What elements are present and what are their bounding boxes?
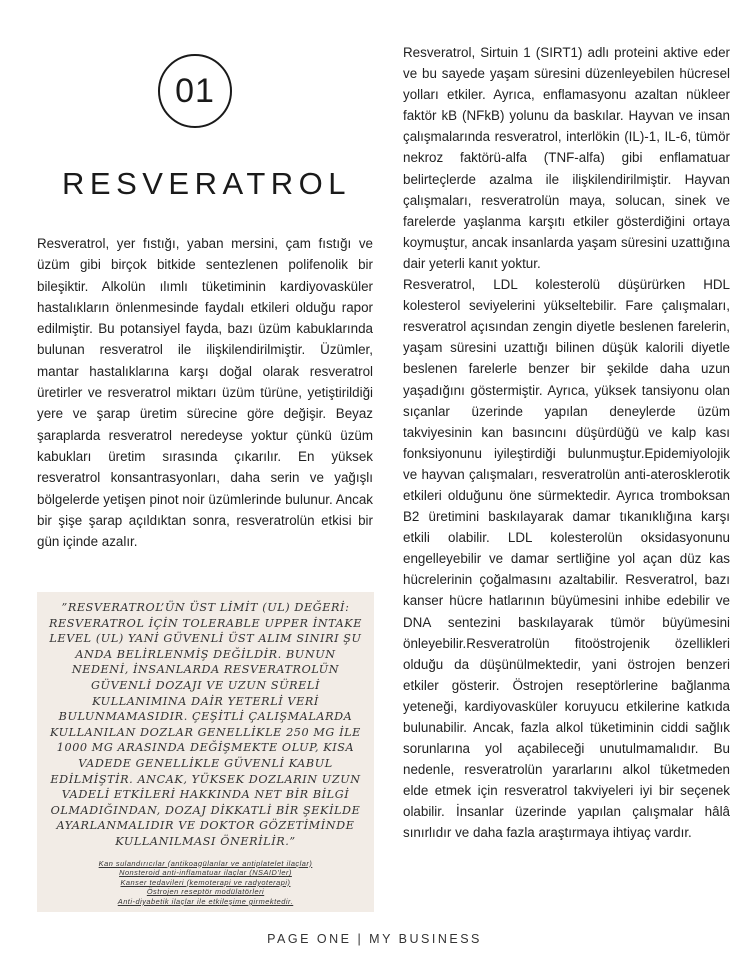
page-footer: PAGE ONE | MY BUSINESS [267,932,482,946]
quote-text: ”RESVERATROL’ÜN ÜST LİMİT (UL) DEĞERİ: RESVERATROL İÇİN TOLERABLE UPPER İNTAKE LEVEL (UL) YANİ GÜVENLİ ÜST ALIM SINIRI ŞU ANDA BELİRLENMİŞ DEĞİLDİR. BUNUN NEDENİ, İNSANLARDA RESVERATROLÜN GÜVENLİ DOZAJI VE UZUN SÜRELİ KULLANIMINA DAİR YETERLİ VERİ BULUNMAMASIDIR. ÇEŞİTLİ ÇALIŞMALARDA KULLANILAN DOZLAR GENELLİKLE 250 MG İLE 1000 MG ARASINDA DEĞİŞMEKTE OLUP, KISA VADEDE GENELLİKLE GÜVENLİ KABUL EDİLMİŞTİR. ANCAK, YÜKSEK DOZLARIN UZUN VADELİ ETKİLERİ HAKKINDA NET BİR BİLGİ OLMADIĞINDAN, DOZAJ DİKKATLİ BİR ŞEKİLDE AYARLANMALIDIR VE DOKTOR GÖZETİMİNDE KULLANILMASI ÖNERİLİR.” [49,601,362,848]
page-title: RESVERATROL [62,166,352,201]
sirt1-paragraph: Resveratrol, Sirtuin 1 (SIRT1) adlı proteini aktive eder ve bu sayede yaşam süresini düzenleyebilen hücresel yolları etkiler. Ayrıca, enflamasyonu azaltan nükleer faktör kB (NFkB) yolunu da baskılar. Hayvan ve insan çalışmalarında resveratrol, interlökin (IL)-1, IL-6, tümör nekroz faktörü-alfa (TNF-alfa) gibi enflamatuar belirteçlerde azalma ile ilişkilendirilmiştir. Hayvan çalışmaları, resveratrolün maya, solucan, sinek ve farelerde yaşlanma karşıtı etkiler gösterdiğini ortaya koymuştur, ancak insanlarda yaşam süresini uzattığına dair yeterli kanıt yoktur. [403,45,730,271]
quote-box [37,592,374,912]
interaction-item: Anti-diyabetik ilaçlar ile etkileşime girmektedir. [117,896,294,906]
interaction-item: Nonsteroid anti-inflamatuar ilaçlar (NSAID'ler) [119,868,292,878]
interaction-list [47,859,364,907]
cholesterol-paragraph: Resveratrol, LDL kolesterolü düşürürken HDL kolesterol seviyelerini yükseltebilir. Fare çalışmaları, resveratrol açısından zengin diyetle beslenen farelerin, yaşam süresini uzattığı bilinen düşük kalorili diyetle beslenen farelerle benzer bir şekilde daha uzun yaşadığını göstermiştir. Ayrıca, yüksek tansiyonu olan sıçanlar üzerinde yapılan deneylerde üzüm takviyesinin kan basıncını düşürdüğü ve kalp kası fonksiyonunu iyileştirdiği bulunmuştur.Epidemiyolojik ve hayvan çalışmaları, resveratrolün anti-aterosklerotik etkileri olduğunu öne sürmektedir. Ayrıca tromboksan B2 üretimini baskılayarak damar tıkanıklığına karşı etkili olabilir. LDL kolesterolün oksidasyonunu engelleyebilir ve damar sertliğine yol açan düz kas hücrelerinin çoğalmasını azaltabilir. Resveratrol, bazı kanser hücre hatlarının büyümesini inhibe edebilir ve DNA sentezini baskılayarak tümör büyümesini önleyebilir.Resveratrolün fitoöstrojenik özellikleri olduğu da düşünülmektedir, yani östrojen benzeri etkiler gösterir. Östrojen reseptörlerine bağlanma yeteneği, kardiyovasküler koruyucu etkilerine katkıda bulunabilir. Ancak, fazla alkol tüketiminin ciddi sağlık sorunlarına yol açabileceği unutulmamalıdır. Bu nedenle, resveratrolün yararlarını alkol tüketmeden elde etmek için resveratrol takviyeleri iyi bir seçenek olabilir. İnsanlar üzerinde yapılan çalışmalar hâlâ sınırlıdır ve daha fazla araştırmaya ihtiyaç vardır. [403,277,730,841]
left-column-text [37,233,373,552]
interaction-item: Östrojen reseptör modülatörleri [146,887,265,897]
interaction-item: Kan sulandırıcılar (antikoagülanlar ve antiplatelet ilaçlar) [98,858,313,868]
interaction-item: Kanser tedavileri (kemoterapi ve radyoterapi) [120,877,291,887]
intro-paragraph: Resveratrol, yer fıstığı, yaban mersini, çam fıstığı ve üzüm gibi birçok bitkide sentezlenen polifenolik bir bileşiktir. Alkolün ılımlı tüketiminin kardiyovasküler hastalıkların önlenmesinde faydalı etkileri olduğu rapor edilmiştir. Bu potansiyel fayda, bazı üzüm kabuklarında bulunan resveratrol ile ilişkilendirilmiştir. Üzümler, mantar hastalıklarına karşı doğal olarak resveratrol üretirler ve resveratrol miktarı üzüm türüne, yetiştirildiği yere ve şarap üretim sürecine göre değişir. Beyaz şaraplarda resveratrol neredeyse yoktur çünkü üzüm kabukları üretim sırasında çıkarılır. En yüksek resveratrol konsantrasyonları, daha serin ve yağışlı bölgelerde yetişen pinot noir üzümlerinde bulunur. Ancak bir şişe şarap açıldıktan sonra, resveratrolün etkisi bir gün içinde azalır. [37,236,373,550]
section-number-badge [158,54,232,128]
right-column-text [403,42,730,844]
section-number: 01 [175,71,215,110]
